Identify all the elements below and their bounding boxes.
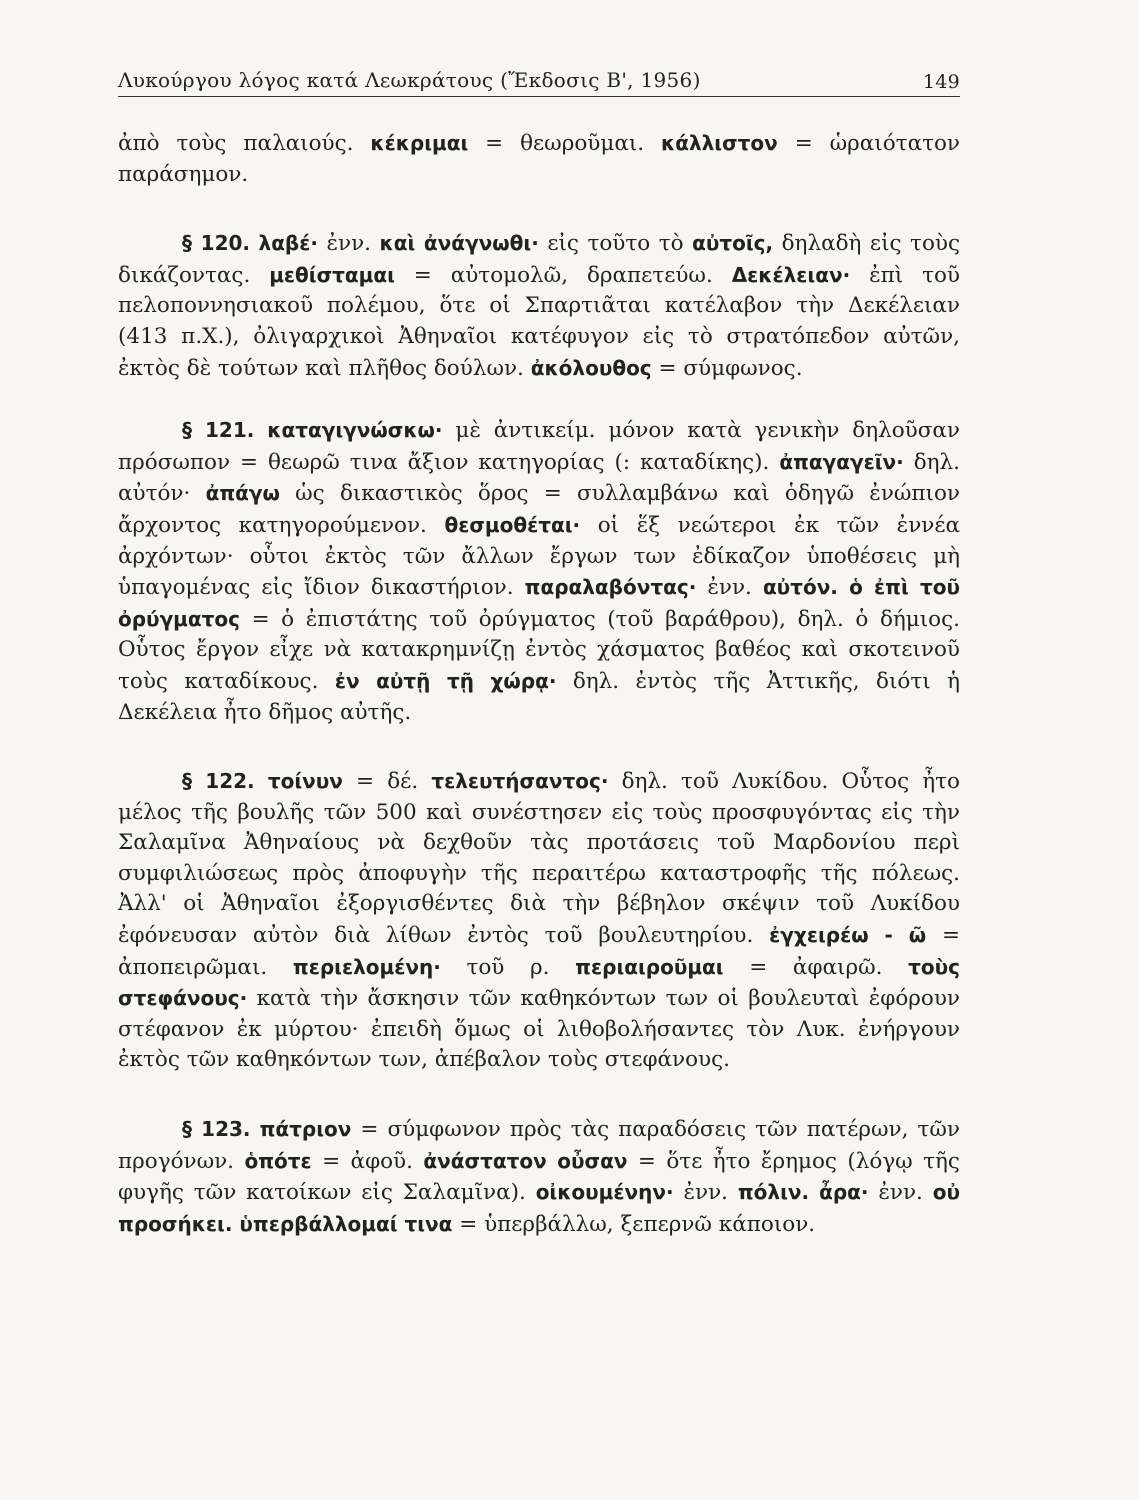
lemma: ἀκόλουθος (530, 355, 652, 380)
paragraph-continuation (118, 128, 960, 190)
text: ἐπὶ τοῦ πελοποννησιακοῦ πολέμου, ὅτε οἱ Σπαρτιᾶται κατέλαβον τὴν Δεκέλειαν (413 π.Χ.), ὀλιγαρχικοὶ Ἀθηναῖοι κατέφυγον εἰς τὸ στρατόπεδον αὐτῶν, ἐκτὸς δὲ τούτων καὶ πλῆθος δούλων. (118, 262, 960, 381)
lemma: ἐν αὐτῇ τῇ χώρᾳ· (334, 668, 557, 693)
lemma: αὐτόν. ὁ ἐπὶ τοῦ ὀρύγματος (118, 575, 960, 631)
page-body (118, 128, 960, 1240)
lemma: αὐτοῖς, (692, 231, 774, 256)
section-123 (118, 1114, 960, 1240)
lemma: ἀπαγαγεῖν· (779, 449, 904, 474)
text: δηλαδὴ εἰς τοὺς δικάζοντας. (118, 231, 961, 288)
text: εἰς τοῦτο τὸ (538, 231, 693, 257)
section-121 (118, 415, 960, 728)
lemma: πάτριον (259, 1117, 352, 1142)
section-number: § 123. (182, 1117, 251, 1142)
text: = δέ. (342, 769, 432, 795)
lemma: περιαιροῦμαι (575, 954, 724, 979)
text: = ὑπερβάλλω, ξεπερνῶ κάποιον. (452, 1211, 816, 1237)
text: = ἀφοῦ. (311, 1148, 424, 1174)
lemma: κέκριμαι (370, 131, 469, 155)
lemma: πόλιν. ἆρα· (737, 1180, 869, 1205)
lemma: Δεκέλειαν· (731, 262, 851, 287)
lemma: τοὺς στεφάνους· (118, 954, 960, 1011)
text: μὲ ἀντικείμ. μόνον κατὰ γενικὴν δηλοῦσαν πρόσωπον = θεωρῶ τινα ἄξιον κατηγορίας (: καταδίκης). (118, 418, 960, 475)
section-120 (118, 228, 960, 384)
text: οἱ ἕξ νεώτεροι ἐκ τῶν ἐννέα ἀρχόντων· οὗτοι ἐκτὸς τῶν ἄλλων ἔργων των ἐδίκαζον ὑποθέσεις μὴ ὑπαγομένας εἰς ἴδιον δικαστήριον. (118, 512, 960, 601)
lemma: ἐγχειρέω - ῶ (769, 923, 927, 948)
lemma: μεθίσταμαι (269, 262, 395, 287)
text: ἐνν. (696, 575, 763, 601)
text: τοῦ ρ. (440, 954, 576, 980)
lemma: λαβέ· (258, 231, 318, 256)
text: = σύμφωνον πρὸς τὰς παραδόσεις τῶν πατέρων, τῶν προγόνων. (118, 1117, 960, 1174)
text: = ἀφαιρῶ. (723, 954, 909, 980)
lemma: ὁπότε (244, 1148, 312, 1173)
lemma: περιελομένη· (292, 954, 441, 979)
text: κατὰ τὴν ἄσκησιν τῶν καθηκόντων των οἱ βουλευταὶ ἐφόρουν στέφανον ἐκ μύρτου· ἐπειδὴ ὅμως οἱ λιθοβολήσαντες τὸν Λυκ. ἐνήργουν ἐκτὸς τῶν καθηκόντων των, ἀπέβαλον τοὺς στεφάνους. (118, 986, 960, 1073)
lemma: παραλαβόντας· (524, 575, 697, 600)
lemma: τελευτήσαντος· (431, 769, 609, 794)
text: = ὁ ἐπιστάτης τοῦ ὀρύγματος (τοῦ βαράθρου), δηλ. ὁ δήμιος. Οὗτος ἔργον εἶχε νὰ κατακρημνίζῃ ἐντὸς χάσματος βαθέος καὶ σκοτεινοῦ τοὺς καταδίκους. (118, 606, 960, 694)
text: = ὅτε ἦτο ἔρημος (λόγῳ τῆς φυγῆς τῶν κατοίκων εἰς Σαλαμῖνα). (118, 1148, 960, 1206)
lemma: ἀνάστατον οὖσαν (423, 1148, 628, 1173)
text: ἐνν. (868, 1180, 933, 1206)
section-122 (118, 766, 960, 1076)
text: ὡς δικαστικὸς ὅρος = συλλαμβάνω καὶ ὁδηγῶ ἐνώπιον ἄρχοντος κατηγορούμενον. (118, 481, 960, 538)
lemma: καὶ ἀνάγνωθι· (379, 231, 539, 256)
text: = ἀποπειρῶμαι. (118, 923, 961, 980)
text: δηλ. ἐντὸς τῆς Ἀττικῆς, διότι ἡ Δεκέλεια ἦτο δῆμος αὐτῆς. (118, 668, 960, 725)
lemma: καταγιγνώσκω· (267, 418, 443, 443)
lemma: κάλλιστον (661, 131, 778, 155)
text: δηλ. αὐτόν· (118, 449, 961, 507)
text: ἐνν. (317, 231, 380, 257)
lemma: ἀπάγω (205, 481, 280, 506)
page-number: 149 (922, 71, 960, 93)
lemma: τοίνυν (267, 769, 343, 794)
running-header (118, 62, 960, 97)
lemma: οἰκουμένην· (535, 1180, 674, 1205)
text: = ὡραιότατον παράσημον. (118, 131, 960, 187)
section-number: § 120. (182, 231, 250, 256)
header-title: Λυκούργου λόγος κατά Λεωκράτους (Ἔκδοσις Β', 1956) (118, 68, 701, 92)
lemma: οὐ προσήκει. ὑπερβάλλομαί τινα (118, 1180, 960, 1236)
lemma: θεσμοθέται· (444, 512, 581, 537)
text: δηλ. τοῦ Λυκίδου. Οὗτος ἦτο μέλος τῆς βουλῆς τῶν 500 καὶ συνέστησεν εἰς τοὺς προσφυγόντας εἰς τὴν Σαλαμῖνα Ἀθηναίους νὰ δεχθοῦν τὰς προτάσεις τοῦ Μαρδονίου περὶ συμφιλιώσεως πρὸς ἀποφυγὴν τῆς περαιτέρω καταστροφῆς τῆς πόλεως. Ἀλλ' οἱ Ἀθηναῖοι ἐξοργισθέντες διὰ τὴν βέβηλον σκέψιν τοῦ Λυκίδου ἐφόνευσαν αὐτὸν διὰ λίθων ἐντὸς τοῦ βουλευτηρίου. (118, 769, 961, 949)
section-number: § 122. (182, 769, 255, 794)
text: ἀπὸ τοὺς παλαιούς. (118, 131, 371, 156)
text: ἐνν. (673, 1180, 738, 1206)
section-number: § 121. (182, 418, 255, 443)
text: = σύμφωνος. (651, 355, 803, 381)
text: = θεωροῦμαι. (468, 131, 662, 156)
text: = αὐτομολῶ, δραπετεύω. (394, 262, 732, 288)
